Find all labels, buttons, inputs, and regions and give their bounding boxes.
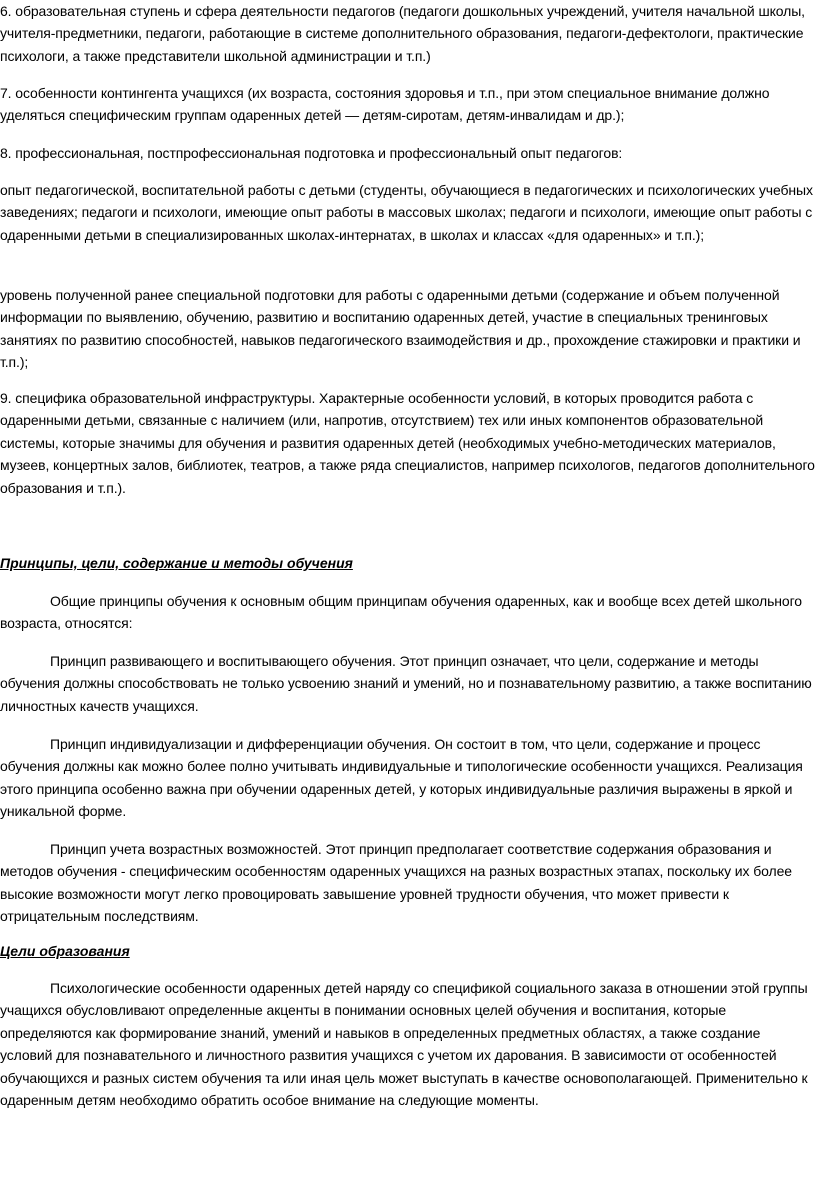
paragraph-principles-intro: Общие принципы обучения к основным общим принципам обучения одаренных, как и вообще всех детей школьного возраста, относятся:	[0, 593, 802, 632]
paragraph-item-7: 7. особенности контингента учащихся (их возраста, состояния здоровья и т.п., при этом специальное внимание должно уделяться специфическим группам одаренных детей — детям-сиротам, детям-инвалидам и др.);	[0, 85, 770, 124]
paragraph-item-9: 9. специфика образовательной инфраструктуры. Характерные особенности условий, в которых проводится работа с одаренными детьми, связанные с наличием (или, напротив, отсутствием) тех или иных компонентов образовательной системы, которые значимы для обучения и развития одаренных детей (необходимых учебно-методических материалов, музеев, концертных залов, библиотек, театров, а также ряда специалистов, например психологов, педагогов дополнительного образования и т.п.).	[0, 390, 815, 496]
paragraph-goals-body: Психологические особенности одаренных детей наряду со спецификой социального заказа в отношении этой группы учащихся обусловливают определенные акценты в понимании основных целей обучения и воспитания, которые определяются как формирование знаний, умений и навыков в определенных предметных областях, а также создание условий для познавательного и личностного развития учащихся с учетом их дарования. В зависимости от особенностей обучающихся и разных систем обучения та или иная цель может выступать в качестве основополагающей. Применительно к одаренным детям необходимо обратить особое внимание на следующие моменты.	[0, 980, 808, 1109]
paragraph-item-8: 8. профессиональная, постпрофессиональная подготовка и профессиональный опыт педагогов:	[0, 145, 623, 161]
paragraph-teaching-experience: опыт педагогической, воспитательной работы с детьми (студенты, обучающиеся в педагогических и психологических учебных заведениях; педагоги и психологи, имеющие опыт работы в массовых школах; педагоги и психологи, имеющие опыт работы с одаренными детьми в специализированных школах-интернатах, в школах и классах «для одаренных» и т.п.);	[0, 182, 813, 243]
paragraph-special-training: уровень полученной ранее специальной подготовки для работы с одаренными детьми (содержание и объем полученной информации по выявлению, обучению, развитию и воспитанию одаренных детей, участие в специальных тренинговых занятиях по развитию способностей, навыков педагогического взаимодействия и др., прохождение стажировки и практики и т.п.);	[0, 287, 801, 371]
section-heading-goals: Цели образования	[0, 943, 130, 959]
paragraph-principle-individualization: Принцип индивидуализации и дифференциации обучения. Он состоит в том, что цели, содержание и процесс обучения должны как можно более полно учитывать индивидуальные и типологические особенности учащихся. Реализация этого принципа особенно важна при обучении одаренных детей, у которых индивидуальные различия выражены в яркой и уникальной форме.	[0, 736, 803, 820]
section-heading-principles: Принципы, цели, содержание и методы обучения	[0, 555, 353, 571]
paragraph-item-6: 6. образовательная ступень и сфера деятельности педагогов (педагоги дошкольных учреждений, учителя начальной школы, учителя-предметники, педагоги, работающие в системе дополнительного образования, педагоги-дефектологи, практические психологи, а также представители школьной администрации и т.п.)	[0, 3, 805, 64]
paragraph-principle-age: Принцип учета возрастных возможностей. Этот принцип предполагает соответствие содержания образования и методов обучения - специфическим особенностям одаренных учащихся на разных возрастных этапах, поскольку их более высокие возможности могут легко провоцировать завышение уровней трудности обучения, что может привести к отрицательным последствиям.	[0, 841, 792, 925]
paragraph-principle-developing: Принцип развивающего и воспитывающего обучения. Этот принцип означает, что цели, содержание и методы обучения должны способствовать не только усвоению знаний и умений, но и познавательному развитию, а также воспитанию личностных качеств учащихся.	[0, 653, 812, 714]
